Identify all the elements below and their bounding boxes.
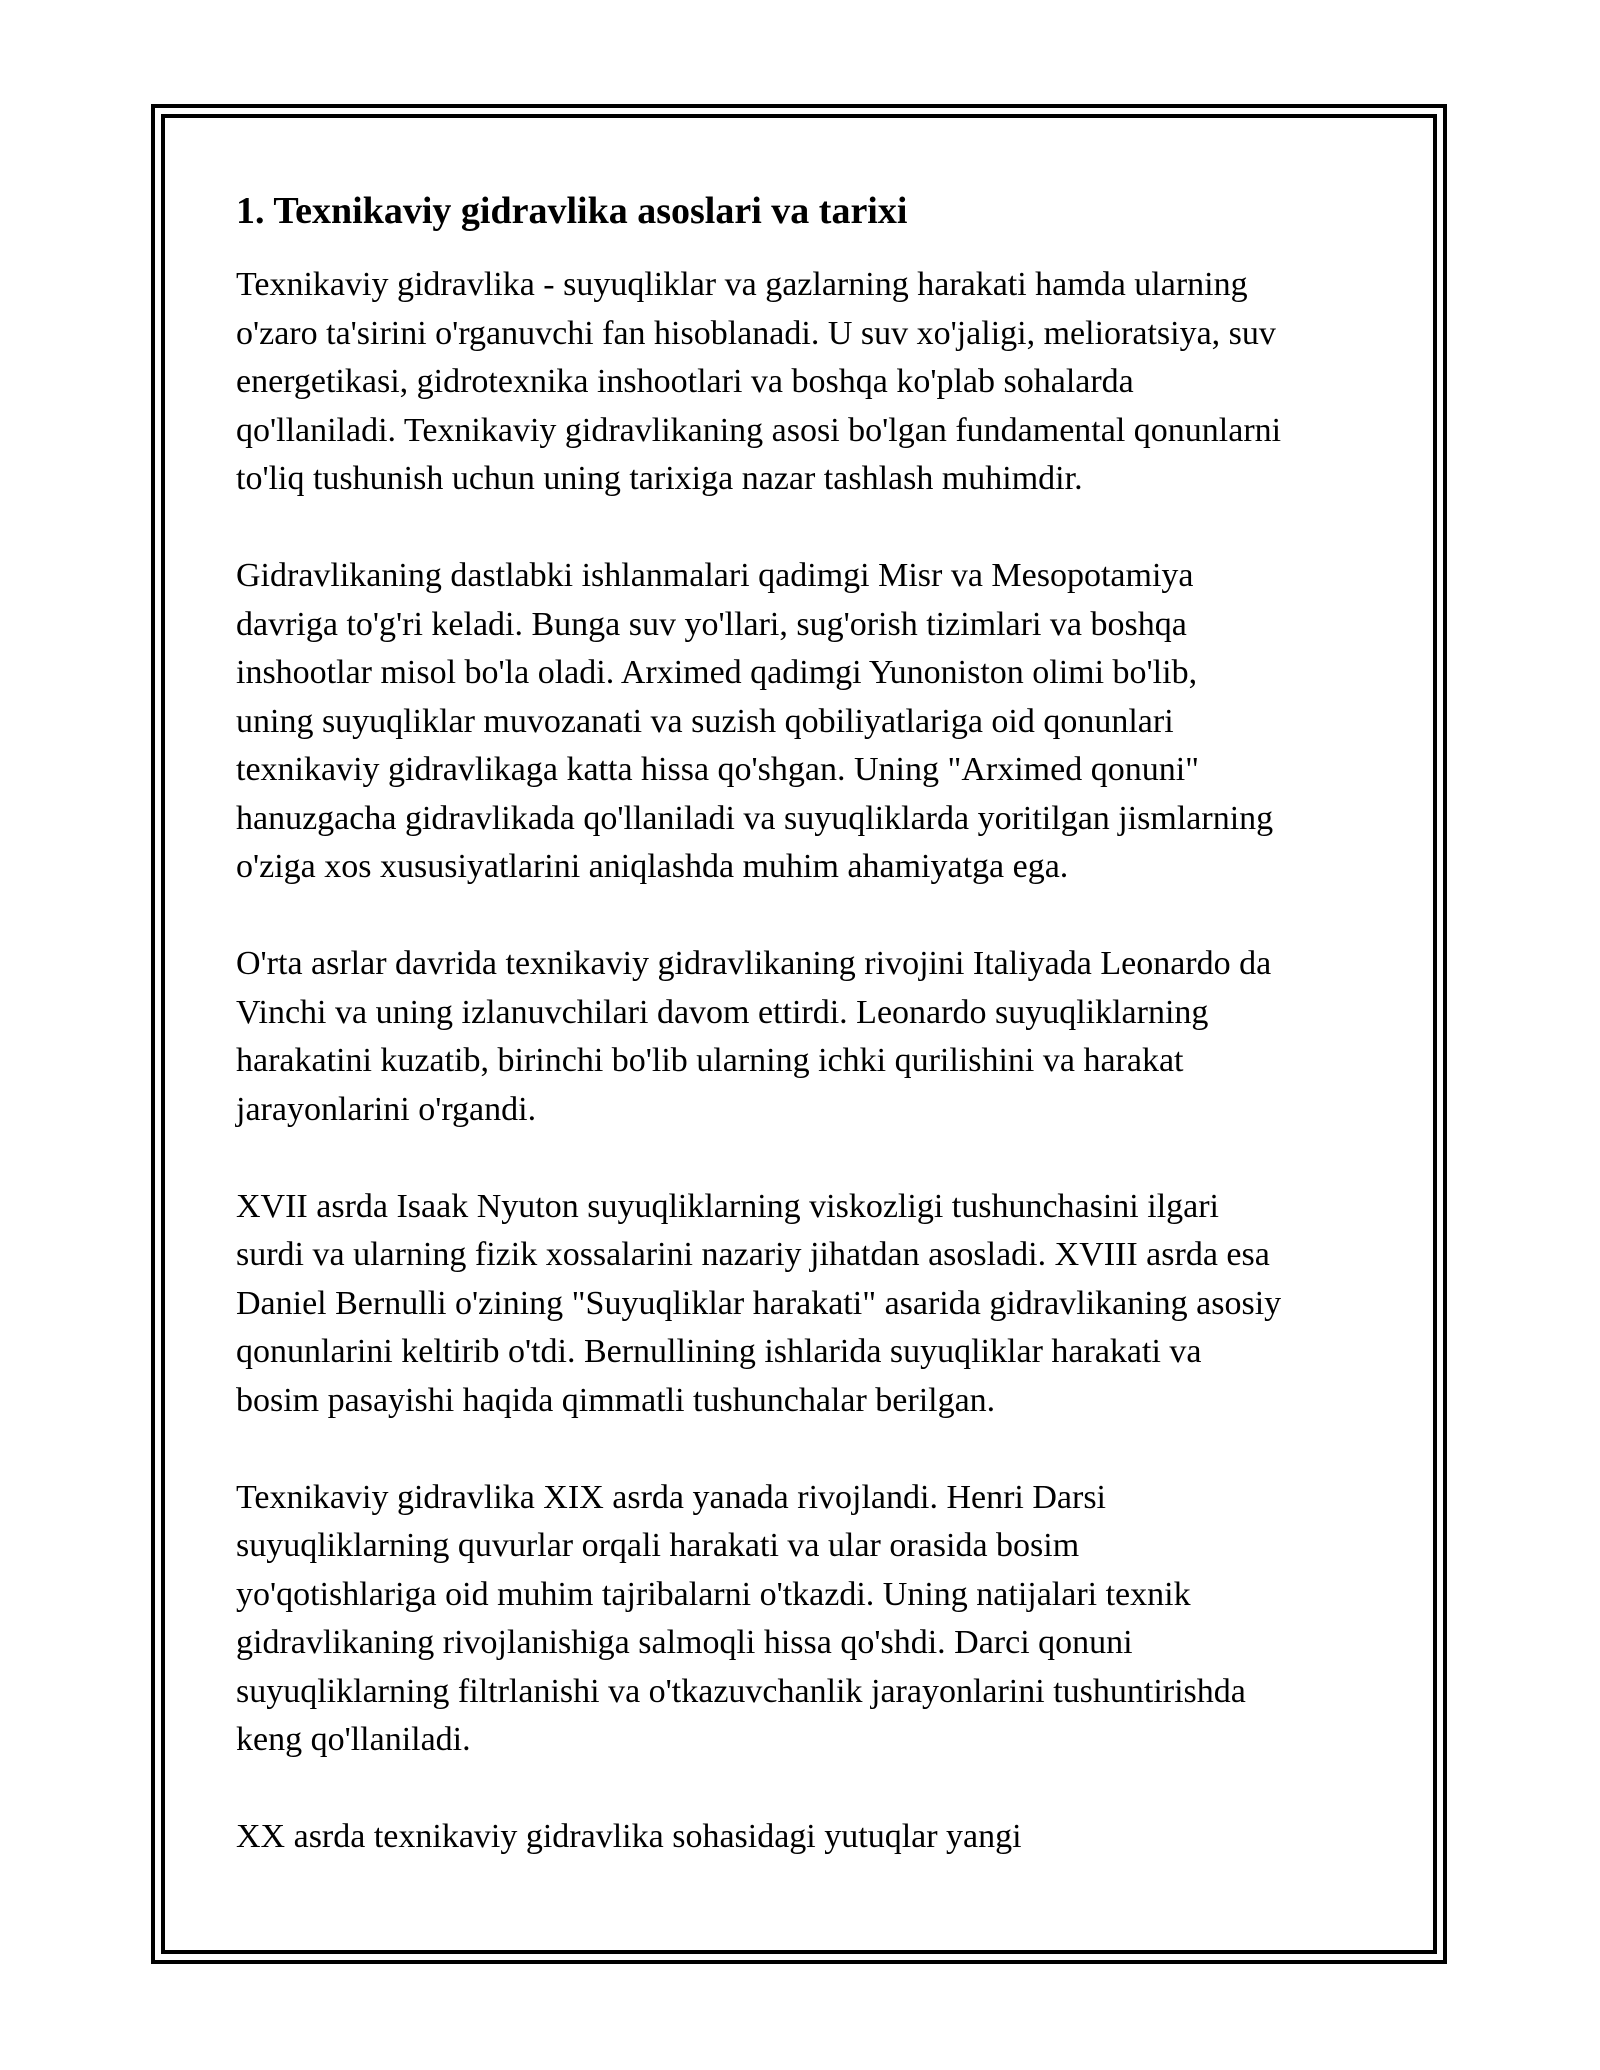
paragraph-17-18-century: XVII asrda Isaak Nyuton suyuqliklarning viskozligi tushunchasini ilgari surdi va ularning fizik xossalarini nazariy jihatdan asosladi. XVIII asrda esa Daniel Bernulli o'zining "Suyuqliklar harakati" asarida gidravlikaning asosiy qonunlarini keltirib o'tdi. Bernullining ishlarida suyuqliklar harakati va bosim pasayishi haqida qimmatli tushunchalar berilgan. bbox=[236, 1187, 1282, 1419]
paragraph-middle-ages: O'rta asrlar davrida texnikaviy gidravlikaning rivojini Italiyada Leonardo da Vinchi va uning izlanuvchilari davom ettirdi. Leonardo suyuqliklarning harakatini kuzatib, birinchi bo'lib ularning ichki qurilishini va harakat jarayonlarini o'rgandi. bbox=[236, 945, 1272, 1128]
paragraph-20-century: XX asrda texnikaviy gidravlika sohasidagi yutuqlar yangi bbox=[236, 1818, 1022, 1855]
document-body bbox=[236, 185, 1376, 1910]
section-heading: 1. Texnikaviy gidravlika asoslari va tarixi bbox=[236, 190, 908, 232]
paragraph-ancient-history: Gidravlikaning dastlabki ishlanmalari qadimgi Misr va Mesopotamiya davriga to'g'ri keladi. Bunga suv yo'llari, sug'orish tizimlari va boshqa inshootlar misol bo'la oladi. Arximed qadimgi Yunoniston olimi bo'lib, uning suyuqliklar muvozanati va suzish qobiliyatlariga oid qonunlari texnikaviy gidravlikaga katta hissa qo'shgan. Uning "Arximed qonuni" hanuzgacha gidravlikada qo'llaniladi va suyuqliklarda yoritilgan jismlarning o'ziga xos xususiyatlarini aniqlashda muhim ahamiyatga ega. bbox=[236, 557, 1274, 885]
paragraph-19-century: Texnikaviy gidravlika XIX asrda yanada rivojlandi. Henri Darsi suyuqliklarning quvurlar orqali harakati va ular orasida bosim yo'qotishlariga oid muhim tajribalarni o'tkazdi. Uning natijalari texnik gidravlikaning rivojlanishiga salmoqli hissa qo'shdi. Darci qonuni suyuqliklarning filtrlanishi va o'tkazuvchanlik jarayonlarini tushuntirishda keng qo'llaniladi. bbox=[236, 1478, 1246, 1758]
paragraph-intro: Texnikaviy gidravlika - suyuqliklar va gazlarning harakati hamda ularning o'zaro ta'sirini o'rganuvchi fan hisoblanadi. U suv xo'jaligi, melioratsiya, suv energetikasi, gidrotexnika inshootlari va boshqa ko'plab sohalarda qo'llaniladi. Texnikaviy gidravlikaning asosi bo'lgan fundamental qonunlarni to'liq tushunish uchun uning tarixiga nazar tashlash muhimdir. bbox=[236, 266, 1282, 497]
